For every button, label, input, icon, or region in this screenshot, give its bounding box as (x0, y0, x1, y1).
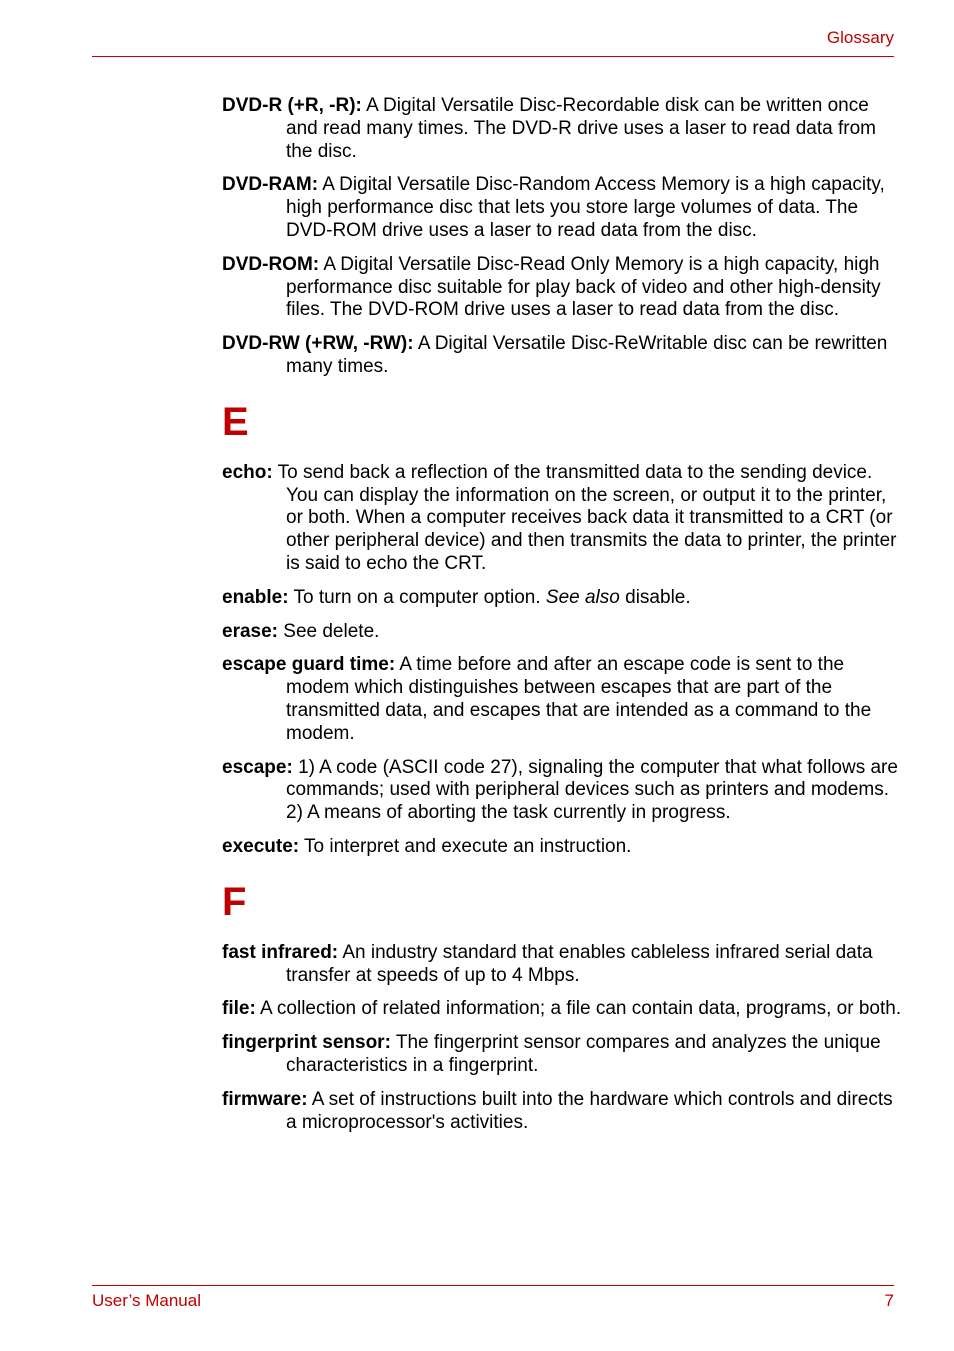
entry-term: escape: (222, 756, 293, 778)
entry-definition: A set of instructions built into the hardware which controls and directs a microprocessor's activities. (286, 1088, 893, 1133)
glossary-body (222, 95, 902, 1145)
entry-term: DVD-RW (+RW, -RW): (222, 333, 414, 355)
entry-term: execute: (222, 835, 300, 857)
entry-term: erase: (222, 620, 278, 642)
entry-definition: A Digital Versatile Disc-Random Access Memory is a high capacity, high performance disc that lets you store large volumes of data. The DVD-ROM drive uses a laser to read data from the disc. (286, 174, 885, 241)
entry-definition: The fingerprint sensor compares and analyzes the unique characteristics in a fingerprint. (286, 1032, 881, 1076)
glossary-entry-file (222, 998, 902, 1021)
entry-term: firmware: (222, 1088, 308, 1110)
glossary-entry-escape-guard-time (222, 654, 902, 745)
glossary-entry-dvd-ram (222, 174, 902, 242)
glossary-entry-dvd-r (222, 95, 902, 163)
section-heading-e: E (222, 399, 249, 444)
footer-manual-title: User’s Manual (92, 1291, 201, 1310)
glossary-entry-firmware (222, 1089, 902, 1135)
see-also-target: disable. (625, 586, 691, 608)
entry-term: DVD-ROM: (222, 253, 320, 275)
entry-definition: A Digital Versatile Disc-Recordable disk can be written once and read many times. The DVD-R drive uses a laser to read data from the disc. (286, 95, 876, 162)
glossary-entry-fast-infrared (222, 942, 902, 988)
glossary-entry-enable (222, 587, 902, 610)
entry-definition-second-meaning: 2) A means of aborting the task currently in progress. (286, 802, 731, 824)
glossary-entry-echo (222, 462, 902, 576)
entry-definition: A Digital Versatile Disc-Read Only Memory is a high capacity, high performance disc suitable for play back of video and other high-density files. The DVD-ROM drive uses a laser to read data from the disc. (286, 253, 881, 321)
entry-definition: A time before and after an escape code is sent to the modem which distinguishes between escapes that are part of the transmitted data, and escapes that are intended as a command to the modem. (286, 654, 872, 744)
entry-term: fingerprint sensor: (222, 1032, 391, 1054)
entry-definition: To turn on a computer option. (293, 586, 541, 608)
entry-definition: To interpret and execute an instruction. (304, 835, 632, 857)
entry-definition: A collection of related information; a file can contain data, programs, or both. (260, 998, 902, 1020)
glossary-entry-dvd-rw (222, 333, 902, 379)
see-also-label: See also (545, 586, 620, 608)
entry-term: echo: (222, 461, 273, 483)
glossary-entry-dvd-rom (222, 254, 902, 322)
page-number: 7 (884, 1291, 894, 1310)
running-header-title: Glossary (826, 28, 894, 47)
entry-term: escape guard time: (222, 654, 396, 676)
entry-definition: 1) A code (ASCII code 27), signaling the computer that what follows are commands; used with peripheral devices such as printers and modems. (286, 756, 898, 801)
header-rule (92, 56, 894, 57)
glossary-entry-erase (222, 621, 902, 644)
entry-definition: An industry standard that enables cableless infrared serial data transfer at speeds of up to 4 Mbps. (286, 941, 873, 986)
entry-definition: To send back a reflection of the transmitted data to the sending device. You can display the information on the screen, or output it to the printer, or both. When a computer receives back data it transmitted to a CRT (or other peripheral device) and then transmits the data to printer, the printer is said to echo the CRT. (277, 461, 897, 574)
footer-rule (92, 1285, 894, 1286)
entry-term: DVD-RAM: (222, 174, 319, 196)
glossary-entry-execute (222, 836, 902, 859)
glossary-entry-fingerprint-sensor (222, 1032, 902, 1078)
entry-term: enable: (222, 586, 289, 608)
entry-term: DVD-R (+R, -R): (222, 95, 362, 116)
section-heading-f: F (222, 879, 247, 924)
entry-term: fast infrared: (222, 941, 339, 963)
glossary-entry-escape (222, 757, 902, 825)
entry-definition: A Digital Versatile Disc-ReWritable disc can be rewritten many times. (286, 333, 888, 377)
entry-definition: See delete. (283, 620, 380, 642)
entry-term: file: (222, 998, 256, 1020)
